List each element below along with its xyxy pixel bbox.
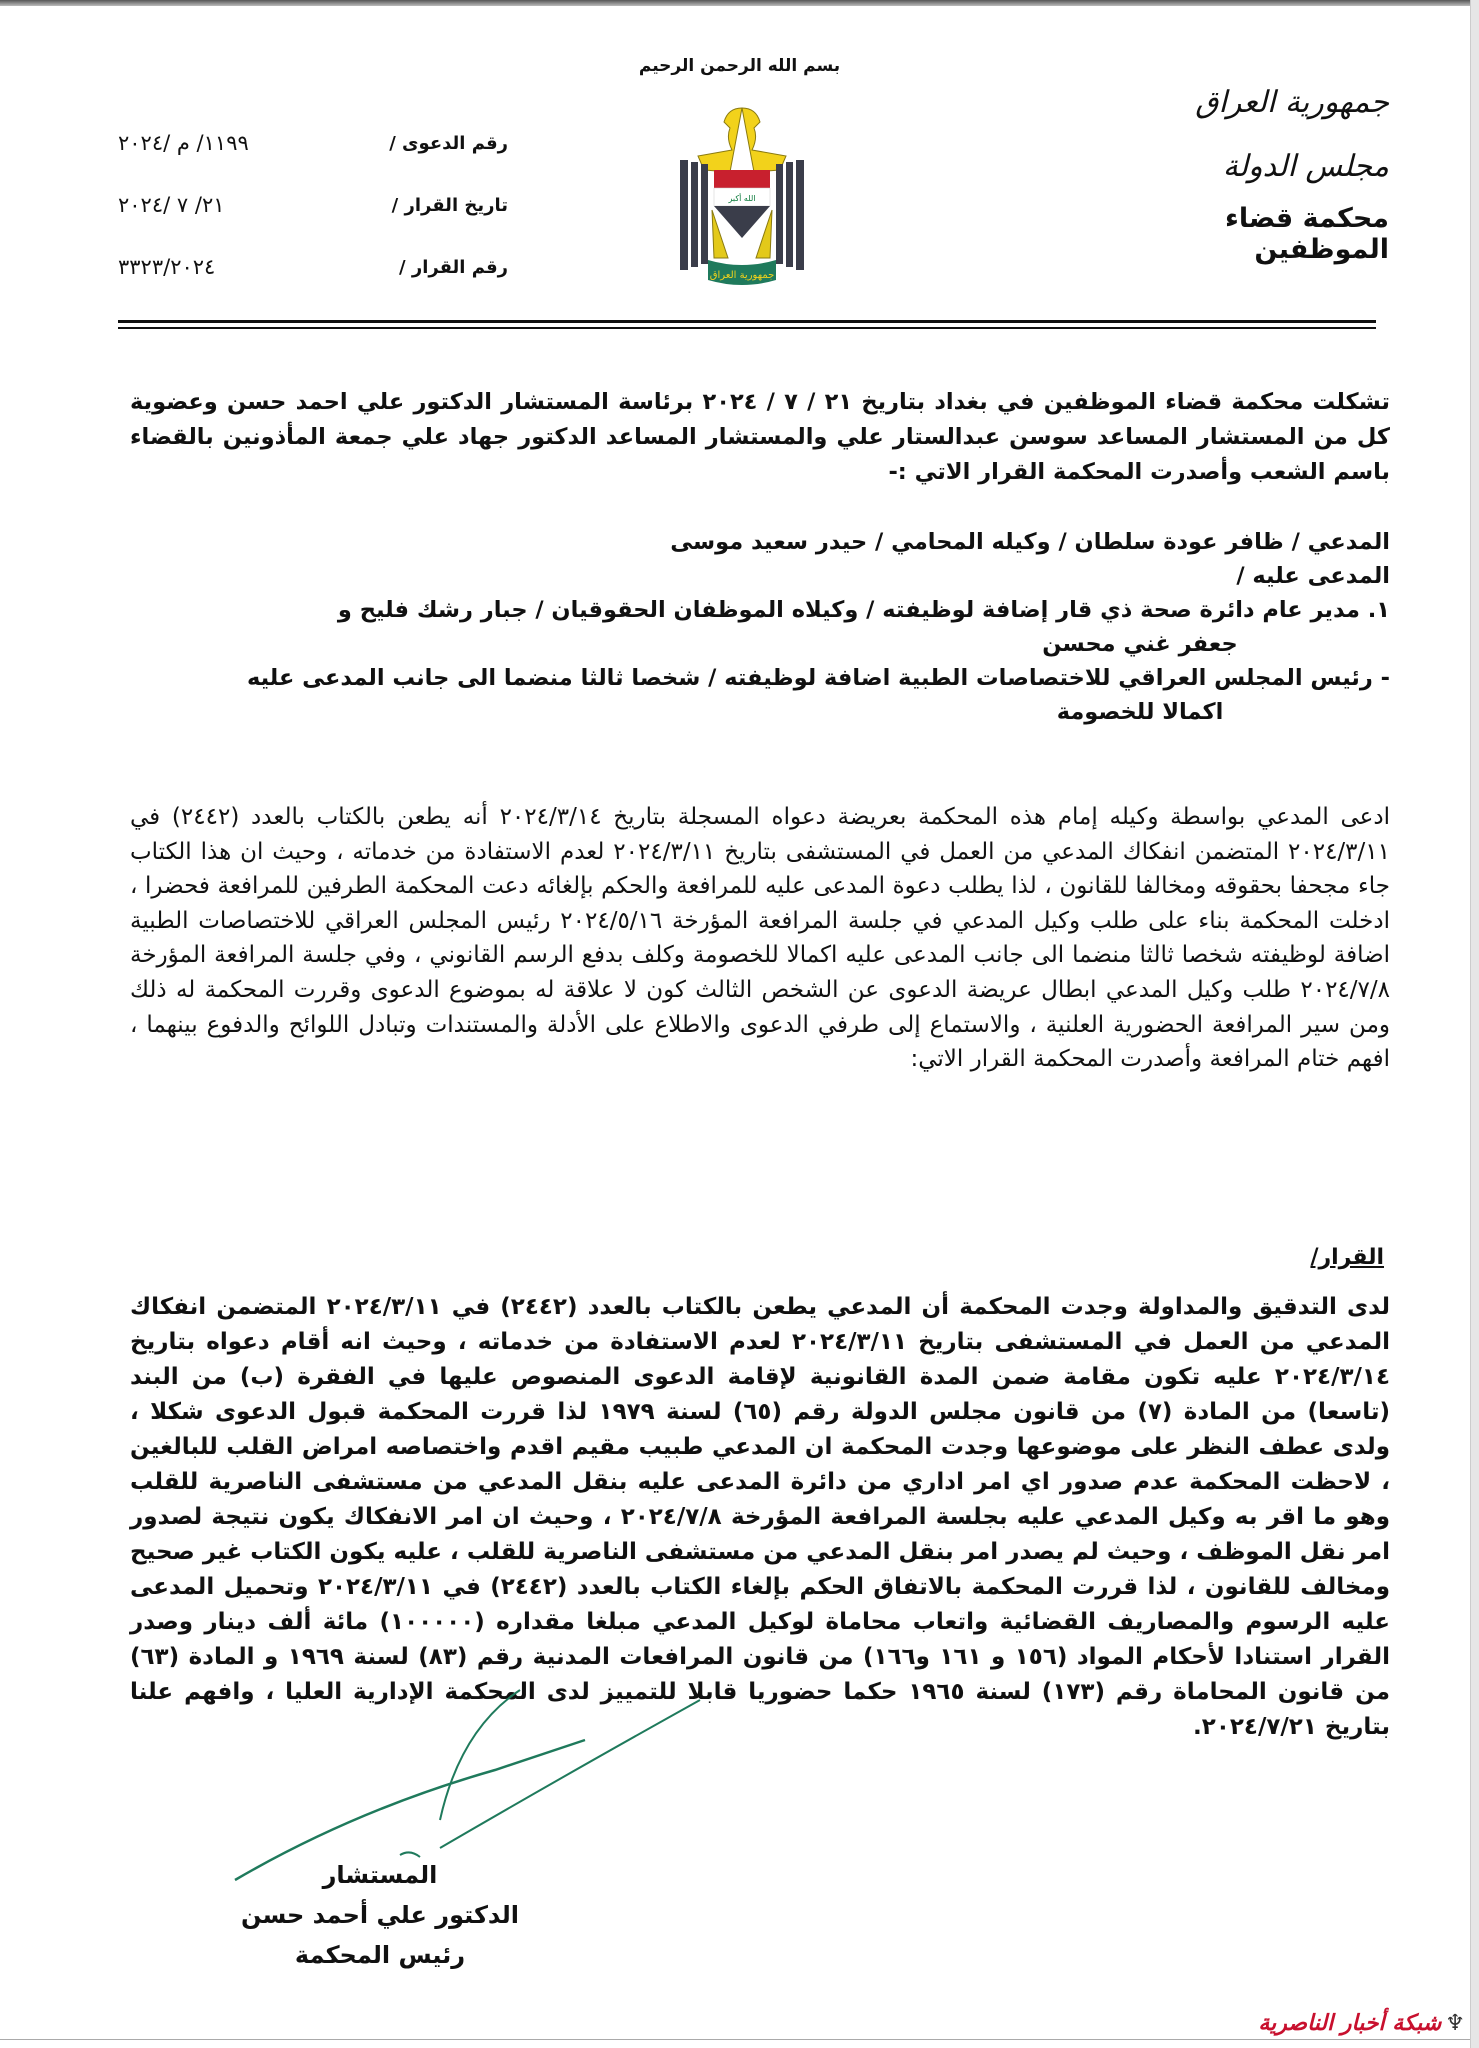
decision-heading: القرار/ <box>1310 1245 1384 1270</box>
defendant-1-continuation: جعفر غني محسن <box>1042 631 1238 657</box>
decision-date-value: ٢١/ ٧ /٢٠٢٤ <box>118 193 225 217</box>
court-name: محكمة قضاء الموظفين <box>1225 203 1389 265</box>
defendant-label: المدعى عليه / <box>1236 563 1390 589</box>
facts-paragraph: ادعى المدعي بواسطة وكيله إمام هذه المحكمة بعريضة دعواه المسجلة بتاريخ ٢٠٢٤/٣/١٤ أنه يطعن بالكتاب بالعدد (٢٤٤٢) في ٢٠٢٤/٣/١١ المتضمن انفكاك المدعي من العمل في المستشفى بتاريخ ٢٠٢٤/٣/١١ لعدم الاستفادة من خدماته ، وحيث ان هذا الكتاب جاء مجحفا بحقوقه ومخالفا للقانون ، لذا يطلب دعوة المدعى عليه للمرافعة والحكم بإلغائه دعت المحكمة الطرفين للمرافعة فحضرا ، ادخلت المحكمة بناء على طلب وكيل المدعي في جلسة المرافعة المؤرخة ٢٠٢٤/٥/١٦ رئيس المجلس العراقي للاختصاصات الطبية اضافة لوظيفته شخصا ثالثا منضما الى جانب المدعى عليه اكمالا للخصومة وكلف بدفع الرسم القانوني ، وفي جلسة المرافعة المؤرخة ٢٠٢٤/٧/٨ طلب وكيل المدعي ابطال عريضة الدعوى عن الشخص الثالث كون لا علاقة له بموضوع الدعوى وقررت المحكمة له ذلك ومن سير المرافعة الحضورية العلنية ، والاستماع إلى طرفي الدعوى والاطلاع على الأدلة والمستندات وتبادل اللوائح والدفوع بينهما ، افهم ختام المرافعة وأصدرت المحكمة القرار الاتي: <box>130 804 1391 1073</box>
case-number-value: ١١٩٩/ م /٢٠٢٤ <box>118 131 249 155</box>
basmala: بسم الله الرحمن الرحيم <box>638 56 841 76</box>
decision-date-row <box>118 174 508 236</box>
decision-number-label: رقم القرار / <box>399 256 508 278</box>
iraq-emblem-icon <box>672 100 812 300</box>
defendant-1-line: ١. مدير عام دائرة صحة ذي قار إضافة لوظيفته / وكيلاه الموظفان الحقوقيان / جبار رشك فليح و <box>337 597 1390 623</box>
page-edge <box>1470 0 1479 2048</box>
signature-block <box>210 1855 550 1975</box>
signer-name: الدكتور علي أحمد حسن <box>240 1901 520 1929</box>
republic-title: جمهورية العراق <box>1195 85 1389 120</box>
signer-role: رئيس المحكمة <box>294 1941 466 1969</box>
third-party-line: - رئيس المجلس العراقي للاختصاصات الطبية اضافة لوظيفته / شخصا ثالثا منضما الى جانب المدعى عليه <box>246 665 1390 691</box>
header-divider <box>118 320 1376 329</box>
top-border <box>0 0 1479 6</box>
decision-number-value: ٣٣٢٣/٢٠٢٤ <box>118 255 216 279</box>
watermark-text: شبكة أخبار الناصرية <box>1258 2010 1442 2036</box>
decision-number-row <box>118 236 508 298</box>
watermark-logo-icon: ♆ <box>1445 2010 1465 2036</box>
third-party-continuation: اكمالا للخصومة <box>1056 699 1224 725</box>
issuer-block <box>1089 85 1389 265</box>
case-number-row <box>118 112 508 174</box>
bottom-border <box>0 2039 1470 2040</box>
watermark <box>1258 2010 1465 2036</box>
court-formation-paragraph: تشكلت محكمة قضاء الموظفين في بغداد بتاريخ ٢١ / ٧ / ٢٠٢٤ برئاسة المستشار الدكتور علي احمد حسن وعضوية كل من المستشار المساعد سوسن عبدالستار علي والمستشار المساعد الدكتور جهاد علي جمعة المأذونين بالقضاء باسم الشعب وأصدرت المحكمة القرار الاتي :- <box>130 389 1390 485</box>
svg-text:الله أكبر: الله أكبر <box>728 194 756 203</box>
parties-section <box>130 525 1390 729</box>
council-title: مجلس الدولة <box>1222 149 1389 184</box>
case-meta <box>118 112 508 298</box>
decision-paragraph: لدى التدقيق والمداولة وجدت المحكمة أن المدعي يطعن بالكتاب بالعدد (٢٤٤٢) في ٢٠٢٤/٣/١١ المتضمن انفكاك المدعي من العمل في المستشفى بتاريخ ٢٠٢٤/٣/١١ لعدم الاستفادة من خدماته ، وحيث انه أقام دعواه بتاريخ ٢٠٢٤/٣/١٤ عليه تكون مقامة ضمن المدة القانونية لإقامة الدعوى المنصوص عليها في الفقرة (ب) من البند (تاسعا) من المادة (٧) من قانون مجلس الدولة رقم (٦٥) لسنة ١٩٧٩ لذا قررت المحكمة قبول الدعوى شكلا ، ولدى عطف النظر على موضوعها وجدت المحكمة ان المدعي طبيب مقيم اقدم واختصاصه امراض القلب للبالغين ، لاحظت المحكمة عدم صدور اي امر اداري من دائرة المدعى عليه بنقل المدعي من مستشفى الناصرية للقلب وهو ما اقر به وكيل المدعي عليه بجلسة المرافعة المؤرخة ٢٠٢٤/٧/٨ ، وحيث ان امر الانفكاك يكون نتيجة لصدور امر نقل الموظف ، وحيث لم يصدر امر بنقل المدعي من مستشفى الناصرية للقلب ، عليه يكون الكتاب غير صحيح ومخالف للقانون ، لذا قررت المحكمة بالاتفاق الحكم بإلغاء الكتاب بالعدد (٢٤٤٢) في ٢٠٢٤/٣/١١ وتحميل المدعى عليه الرسوم والمصاريف القضائية واتعاب محاماة لوكيل المدعي مبلغا مقداره (١٠٠٠٠٠) مائة ألف دينار وصدر القرار استنادا لأحكام المواد (١٥٦ و ١٦١ و١٦٦) من قانون المرافعات المدنية رقم (٨٣) لسنة ١٩٦٩ و المادة (٦٣) من قانون المحاماة رقم (١٧٣) لسنة ١٩٦٥ حكما حضوريا قابلا للتمييز لدى المحكمة الإدارية العليا ، وافهم علنا بتاريخ ٢٠٢٤/٧/٢١. <box>130 1294 1391 1740</box>
case-number-label: رقم الدعوى / <box>389 132 508 154</box>
plaintiff-line: المدعي / ظافر عودة سلطان / وكيله المحامي / حيدر سعيد موسى <box>670 529 1390 555</box>
decision-date-label: تاريخ القرار / <box>391 194 508 216</box>
signer-title: المستشار <box>322 1861 438 1889</box>
svg-text:جمهورية العراق: جمهورية العراق <box>709 270 775 281</box>
